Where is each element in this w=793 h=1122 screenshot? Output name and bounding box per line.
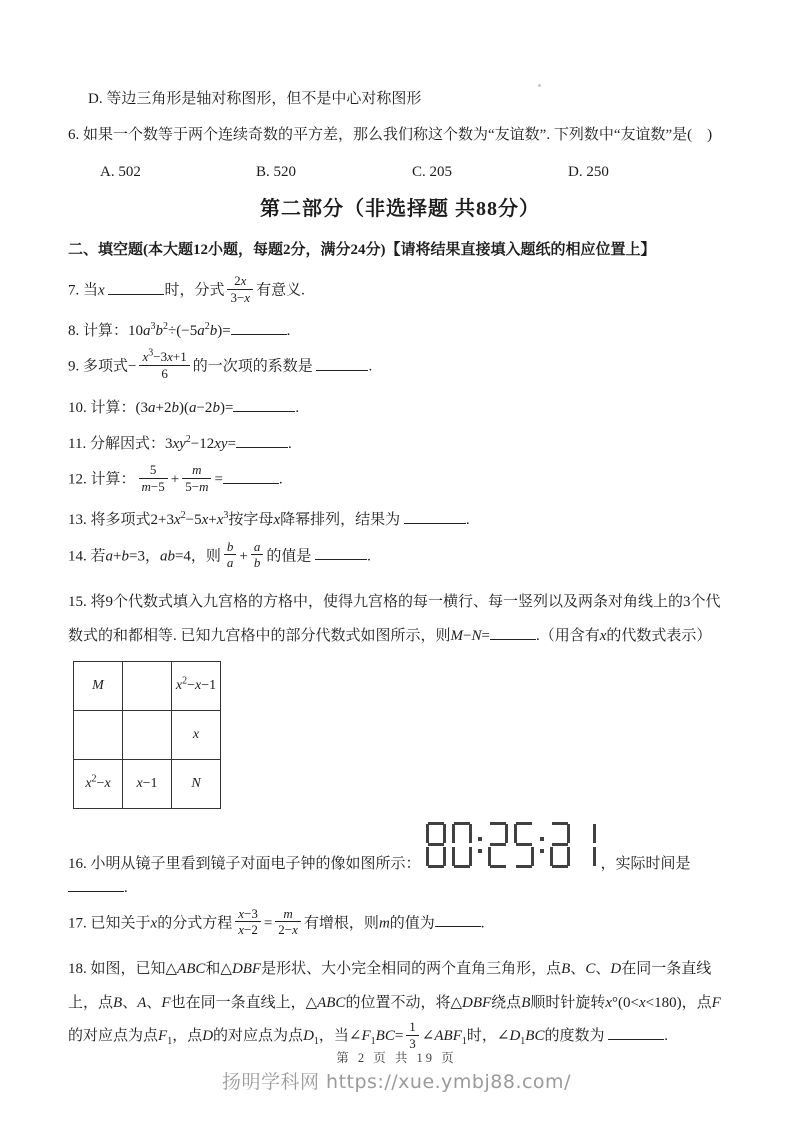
question-13: 13. 将多项式$2+3x^2-5x+x^3$按字母x降幂排列，结果为 . [68,510,470,529]
question-6: 6. 如果一个数等于两个连续奇数的平方差，那么我们称这个数为“友谊数”. 下列数中“友谊数”是( ) [68,127,713,144]
question-10: 10. 计算：(3a+2b)(a−2b)= . [68,397,732,420]
magic-cell: x−1 [123,760,172,809]
question-9: 9. 多项式− $\frac{x^3-3x+1}{6}$ 的一次项的系数是 . [68,348,373,382]
page-footer [0,1048,793,1094]
q6-option-c: C. 205 [412,163,453,180]
magic-cell: x [172,711,221,760]
question-17: 17. 已知关于x的分式方程 $\frac{x-3}{x-2}$ = $\frac{m}{2-x}$ 有增根，则m的值为 . [68,905,485,938]
section2-title: 第二部分（非选择题 共88分） [260,197,540,220]
q6-option-d: D. 250 [568,163,609,180]
magic-cell [123,662,172,711]
digital-clock-mirror-image [423,822,599,876]
magic-cell [74,711,123,760]
magic-cell [123,711,172,760]
q16-text-after-clock: ，实际时间是 . [68,856,691,895]
magic-square-table [73,661,221,809]
question-6-options [100,161,732,184]
question-8: 8. 计算：$10a^3b^2\div(-5a^2b)=$ . [68,321,291,340]
question-7: 7. 当x 时，分式 $\frac{2x}{3-x}$ 有意义. [68,273,305,305]
q16-text-before-clock: 16. 小明从镜子里看到镜子对面电子钟的像如图所示： [68,856,421,873]
table-row [74,711,221,760]
question-15: 15. 将9个代数式填入九宫格的方格中，使得九宫格的每一横行、每一竖列以及两条对角线上的3个代数式的和都相等. 已知九宫格中的部分代数式如图所示，则M−N= .（用含有x的代数式表示） [68,593,721,644]
page-content [68,88,732,1054]
q6-option-b: B. 520 [256,163,297,180]
magic-cell: N [172,760,221,809]
question-18: 18. 如图，已知△ABC和△DBF是形状、大小完全相同的两个直角三角形，点B、C、D在同一条直线上，点B、A、F也在同一条直线上，△ABC的位置不动，将△DBF绕点B顺时针旋转x°(0<x<180)，点F的对应点为点$F_1$，点D的对应点为点$D_1$，当$\angle F_1BC=$ $\frac{1}{3}$ $\angle ABF_1$时，$\angle D_1BC$的度数为 . [68,960,721,1051]
watermark-site-url: 扬明学科网 https://xue.ymbj88.com/ [222,1071,571,1093]
fill-in-header: 二、填空题(本大题12小题，每题2分，满分24分)【请将结果直接填入题纸的相应位置上】 [68,241,656,258]
print-artifact-dot [538,84,541,87]
q6-option-a: A. 502 [100,163,141,180]
page-number: 第 2 页 共 19 页 [336,1051,457,1065]
question-11: 11. 分解因式：$3xy^2-12xy=$ . [68,433,292,452]
magic-cell: $x^2-x-1$ [172,662,221,711]
table-row [74,760,221,809]
question-16 [68,822,732,900]
magic-cell: M [74,662,123,711]
table-row [74,662,221,711]
question5-option-d: D. 等边三角形是轴对称图形，但不是中心对称图形 [88,91,422,107]
question-12: 12. 计算： $\frac{5}{m-5}$ + $\frac{m}{5-m}$ = . [68,462,283,494]
magic-cell: $x^2-x$ [74,760,123,809]
question-14: 14. 若a+b=3，ab=4，则 $\frac{b}{a}$ + $\frac{a}{b}$ 的值是 . [68,538,371,571]
